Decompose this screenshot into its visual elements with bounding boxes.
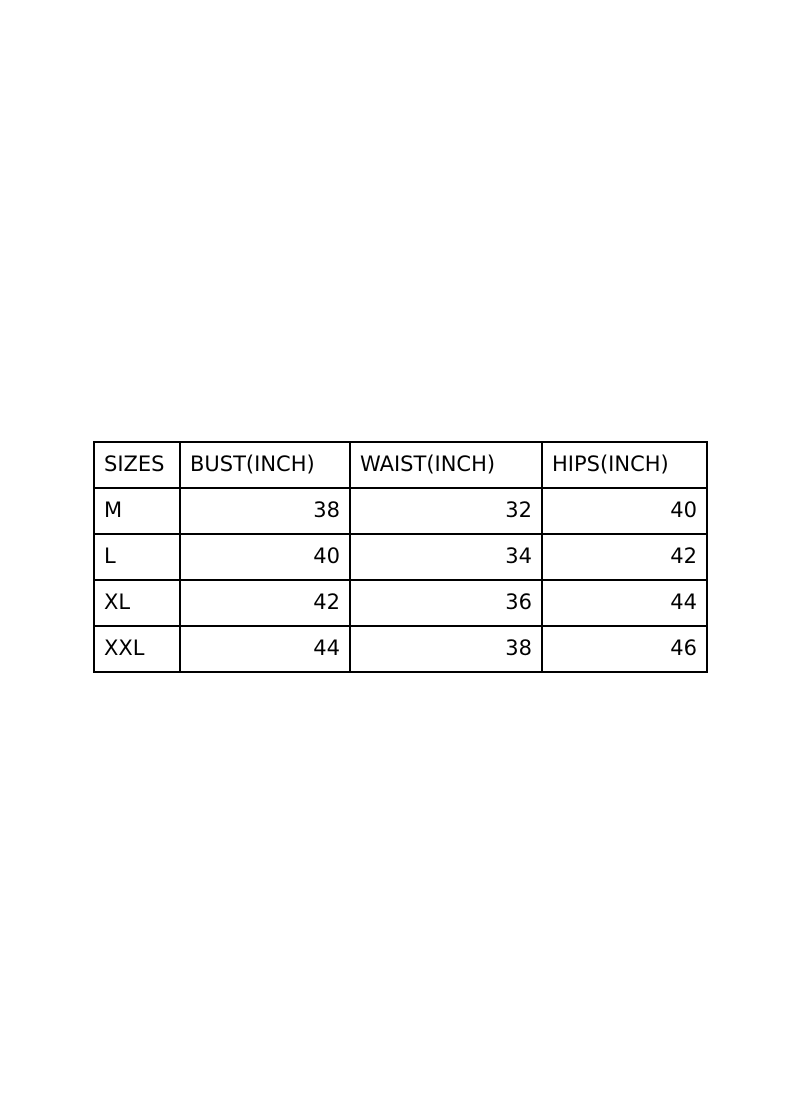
table-row (94, 488, 707, 534)
cell-size: XXL (94, 626, 180, 672)
table-row (94, 580, 707, 626)
cell-hips: 42 (542, 534, 707, 580)
cell-bust: 42 (180, 580, 350, 626)
column-header-bust: BUST(INCH) (180, 442, 350, 488)
column-header-hips: HIPS(INCH) (542, 442, 707, 488)
cell-bust: 44 (180, 626, 350, 672)
cell-hips: 40 (542, 488, 707, 534)
column-header-sizes: SIZES (94, 442, 180, 488)
table-header-row (94, 442, 707, 488)
cell-hips: 44 (542, 580, 707, 626)
table-row (94, 626, 707, 672)
cell-waist: 34 (350, 534, 542, 580)
cell-size: L (94, 534, 180, 580)
size-chart-container (93, 441, 706, 673)
table-row (94, 534, 707, 580)
cell-bust: 38 (180, 488, 350, 534)
cell-waist: 32 (350, 488, 542, 534)
cell-size: M (94, 488, 180, 534)
cell-waist: 38 (350, 626, 542, 672)
cell-hips: 46 (542, 626, 707, 672)
cell-waist: 36 (350, 580, 542, 626)
cell-size: XL (94, 580, 180, 626)
size-chart-table (93, 441, 708, 673)
column-header-waist: WAIST(INCH) (350, 442, 542, 488)
cell-bust: 40 (180, 534, 350, 580)
